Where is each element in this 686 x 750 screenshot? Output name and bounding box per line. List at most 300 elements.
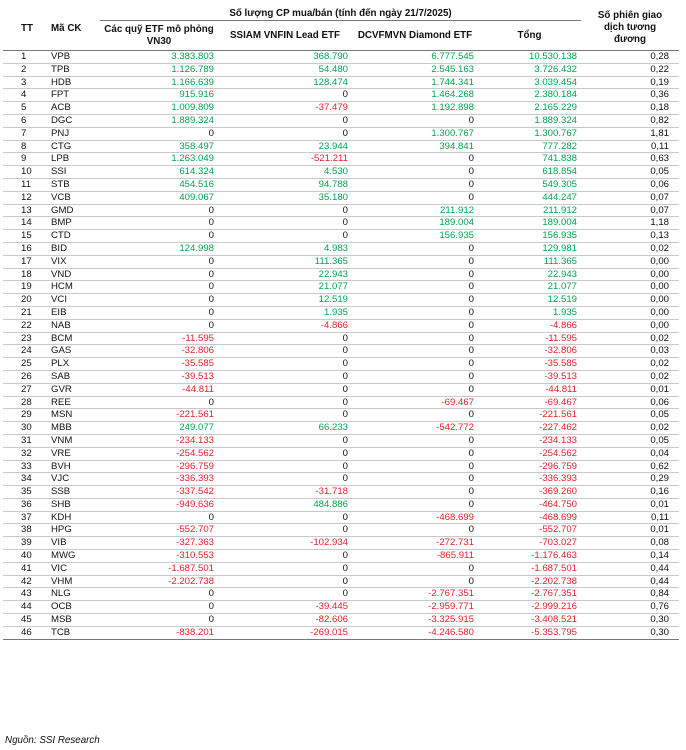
- cell-ssiam: 0: [218, 396, 352, 409]
- cell-dcvfm: -3.325.915: [352, 614, 478, 627]
- cell-tt: 46: [3, 626, 45, 639]
- cell-phien: 0,22: [581, 63, 679, 76]
- cell-etf-vn30: -552.707: [100, 524, 218, 537]
- cell-tt: 25: [3, 358, 45, 371]
- table-row: [3, 114, 679, 127]
- cell-dcvfm: 0: [352, 306, 478, 319]
- table-row: [3, 306, 679, 319]
- cell-etf-vn30: -254.562: [100, 447, 218, 460]
- table-row: [3, 486, 679, 499]
- cell-tong: -296.759: [478, 460, 581, 473]
- cell-dcvfm: 0: [352, 358, 478, 371]
- cell-etf-vn30: -44.811: [100, 383, 218, 396]
- cell-phien: 0,05: [581, 166, 679, 179]
- cell-ssiam: 1.935: [218, 306, 352, 319]
- cell-tong: 22.943: [478, 268, 581, 281]
- table-row: [3, 102, 679, 115]
- cell-tt: 31: [3, 434, 45, 447]
- cell-dcvfm: 0: [352, 345, 478, 358]
- cell-tong: 2.165.229: [478, 102, 581, 115]
- table-row: [3, 537, 679, 550]
- cell-phien: 1,18: [581, 217, 679, 230]
- cell-dcvfm: 0: [352, 460, 478, 473]
- cell-tt: 35: [3, 486, 45, 499]
- cell-phien: 0,44: [581, 575, 679, 588]
- cell-etf-vn30: -336.393: [100, 473, 218, 486]
- cell-ssiam: 0: [218, 204, 352, 217]
- cell-ma-ck: BCM: [45, 332, 100, 345]
- cell-ssiam: 0: [218, 217, 352, 230]
- cell-etf-vn30: 0: [100, 217, 218, 230]
- cell-ma-ck: MSN: [45, 409, 100, 422]
- cell-etf-vn30: 0: [100, 306, 218, 319]
- cell-dcvfm: 0: [352, 319, 478, 332]
- cell-ma-ck: BVH: [45, 460, 100, 473]
- cell-phien: 0,07: [581, 191, 679, 204]
- table-row: [3, 370, 679, 383]
- cell-tong: 156.935: [478, 230, 581, 243]
- cell-ssiam: -521.211: [218, 153, 352, 166]
- cell-tt: 16: [3, 242, 45, 255]
- cell-phien: 0,00: [581, 319, 679, 332]
- cell-etf-vn30: 409.067: [100, 191, 218, 204]
- table-row: [3, 434, 679, 447]
- cell-tong: -703.027: [478, 537, 581, 550]
- cell-dcvfm: 189.004: [352, 217, 478, 230]
- cell-etf-vn30: -310.553: [100, 550, 218, 563]
- cell-phien: 0,05: [581, 409, 679, 422]
- table-row: [3, 396, 679, 409]
- cell-ssiam: 0: [218, 89, 352, 102]
- cell-ma-ck: KDH: [45, 511, 100, 524]
- cell-ssiam: 111.365: [218, 255, 352, 268]
- cell-dcvfm: 0: [352, 114, 478, 127]
- table-row: [3, 51, 679, 64]
- header-tong: Tổng: [517, 29, 542, 41]
- cell-ssiam: 368.790: [218, 51, 352, 64]
- cell-tt: 11: [3, 178, 45, 191]
- cell-phien: 0,84: [581, 588, 679, 601]
- cell-phien: 0,28: [581, 51, 679, 64]
- cell-tt: 23: [3, 332, 45, 345]
- cell-tong: -464.750: [478, 498, 581, 511]
- cell-etf-vn30: -221.561: [100, 409, 218, 422]
- table-row: [3, 319, 679, 332]
- cell-ssiam: 0: [218, 358, 352, 371]
- cell-ma-ck: VPB: [45, 51, 100, 64]
- table-row: [3, 575, 679, 588]
- cell-tong: -254.562: [478, 447, 581, 460]
- cell-etf-vn30: -234.133: [100, 434, 218, 447]
- cell-etf-vn30: 0: [100, 396, 218, 409]
- table-row: [3, 524, 679, 537]
- cell-tong: 10.530.138: [478, 51, 581, 64]
- table-row: [3, 447, 679, 460]
- table-row: [3, 511, 679, 524]
- cell-ssiam: 66.233: [218, 422, 352, 435]
- table-row: [3, 460, 679, 473]
- header-ma-ck: Mã CK: [51, 22, 82, 34]
- cell-phien: 0,06: [581, 396, 679, 409]
- cell-ssiam: 0: [218, 588, 352, 601]
- table-row: [3, 217, 679, 230]
- cell-ma-ck: MSB: [45, 614, 100, 627]
- cell-ma-ck: OCB: [45, 601, 100, 614]
- cell-ssiam: 0: [218, 550, 352, 563]
- cell-ma-ck: GVR: [45, 383, 100, 396]
- header-phien: Số phiên giao dịch tương đương: [597, 10, 663, 45]
- cell-etf-vn30: -32.806: [100, 345, 218, 358]
- cell-ssiam: 484.886: [218, 498, 352, 511]
- cell-phien: 0,30: [581, 614, 679, 627]
- cell-ma-ck: SSB: [45, 486, 100, 499]
- cell-dcvfm: 211.912: [352, 204, 478, 217]
- cell-phien: 0,14: [581, 550, 679, 563]
- cell-tong: 444.247: [478, 191, 581, 204]
- cell-tt: 33: [3, 460, 45, 473]
- cell-ma-ck: VIX: [45, 255, 100, 268]
- cell-dcvfm: 0: [352, 434, 478, 447]
- cell-ma-ck: SAB: [45, 370, 100, 383]
- cell-dcvfm: -468.699: [352, 511, 478, 524]
- cell-dcvfm: 156.935: [352, 230, 478, 243]
- cell-ma-ck: GMD: [45, 204, 100, 217]
- table-row: [3, 76, 679, 89]
- cell-ma-ck: VND: [45, 268, 100, 281]
- cell-ssiam: -31.718: [218, 486, 352, 499]
- cell-tt: 2: [3, 63, 45, 76]
- cell-dcvfm: -2.767.351: [352, 588, 478, 601]
- cell-dcvfm: 0: [352, 447, 478, 460]
- cell-tt: 21: [3, 306, 45, 319]
- cell-ssiam: -82.606: [218, 614, 352, 627]
- cell-ssiam: 0: [218, 447, 352, 460]
- cell-tt: 36: [3, 498, 45, 511]
- header-tt: TT: [21, 22, 33, 34]
- cell-dcvfm: 394.841: [352, 140, 478, 153]
- cell-tong: -234.133: [478, 434, 581, 447]
- cell-ssiam: 0: [218, 114, 352, 127]
- cell-ssiam: 94.788: [218, 178, 352, 191]
- table-row: [3, 63, 679, 76]
- cell-tong: -369.260: [478, 486, 581, 499]
- cell-ssiam: 0: [218, 460, 352, 473]
- cell-etf-vn30: 0: [100, 601, 218, 614]
- table-row: [3, 294, 679, 307]
- table-row: [3, 153, 679, 166]
- cell-ma-ck: HCM: [45, 281, 100, 294]
- cell-ssiam: -269.015: [218, 626, 352, 639]
- cell-ssiam: 22.943: [218, 268, 352, 281]
- cell-dcvfm: 0: [352, 178, 478, 191]
- cell-dcvfm: 0: [352, 370, 478, 383]
- table-row: [3, 281, 679, 294]
- cell-ma-ck: EIB: [45, 306, 100, 319]
- cell-phien: 0,08: [581, 537, 679, 550]
- cell-phien: 0,06: [581, 178, 679, 191]
- cell-dcvfm: 0: [352, 473, 478, 486]
- cell-phien: 0,05: [581, 434, 679, 447]
- cell-ma-ck: VRE: [45, 447, 100, 460]
- cell-ssiam: 0: [218, 511, 352, 524]
- cell-dcvfm: 0: [352, 486, 478, 499]
- cell-ssiam: 0: [218, 473, 352, 486]
- cell-tong: 618.854: [478, 166, 581, 179]
- cell-ma-ck: STB: [45, 178, 100, 191]
- cell-etf-vn30: -1.687.501: [100, 562, 218, 575]
- cell-ma-ck: SSI: [45, 166, 100, 179]
- cell-phien: 0,19: [581, 76, 679, 89]
- cell-phien: 0,01: [581, 383, 679, 396]
- table-row: [3, 550, 679, 563]
- cell-dcvfm: 0: [352, 255, 478, 268]
- cell-phien: 0,00: [581, 306, 679, 319]
- cell-tong: -5.353.795: [478, 626, 581, 639]
- cell-etf-vn30: -39.513: [100, 370, 218, 383]
- cell-ssiam: -37.479: [218, 102, 352, 115]
- cell-dcvfm: -542.772: [352, 422, 478, 435]
- cell-tt: 26: [3, 370, 45, 383]
- cell-tt: 19: [3, 281, 45, 294]
- cell-phien: 0,00: [581, 255, 679, 268]
- cell-dcvfm: 0: [352, 242, 478, 255]
- cell-etf-vn30: 3.383.803: [100, 51, 218, 64]
- cell-tong: -468.699: [478, 511, 581, 524]
- cell-tt: 20: [3, 294, 45, 307]
- table-row: [3, 242, 679, 255]
- cell-dcvfm: -865.911: [352, 550, 478, 563]
- table-row: [3, 230, 679, 243]
- cell-ma-ck: LPB: [45, 153, 100, 166]
- cell-ssiam: 0: [218, 575, 352, 588]
- cell-ssiam: 0: [218, 434, 352, 447]
- header-etf-vn30: Các quỹ ETF mô phỏng VN30: [104, 23, 214, 47]
- cell-tong: -39.513: [478, 370, 581, 383]
- cell-dcvfm: 1.192.898: [352, 102, 478, 115]
- cell-tt: 15: [3, 230, 45, 243]
- cell-ssiam: -39.445: [218, 601, 352, 614]
- header-dcvfm: DCVFMVN Diamond ETF: [357, 29, 473, 41]
- cell-phien: 0,13: [581, 230, 679, 243]
- cell-etf-vn30: 614.324: [100, 166, 218, 179]
- cell-etf-vn30: -838.201: [100, 626, 218, 639]
- cell-tt: 44: [3, 601, 45, 614]
- table-row: [3, 178, 679, 191]
- cell-dcvfm: 1.464.268: [352, 89, 478, 102]
- cell-dcvfm: 6.777.545: [352, 51, 478, 64]
- cell-ssiam: 0: [218, 562, 352, 575]
- cell-dcvfm: 0: [352, 409, 478, 422]
- cell-phien: 0,00: [581, 281, 679, 294]
- cell-tong: -336.393: [478, 473, 581, 486]
- cell-ma-ck: NAB: [45, 319, 100, 332]
- cell-phien: 0,04: [581, 447, 679, 460]
- cell-tt: 4: [3, 89, 45, 102]
- cell-ma-ck: CTD: [45, 230, 100, 243]
- cell-ma-ck: ACB: [45, 102, 100, 115]
- cell-ma-ck: TPB: [45, 63, 100, 76]
- cell-etf-vn30: -35.585: [100, 358, 218, 371]
- cell-dcvfm: 0: [352, 383, 478, 396]
- table-row: [3, 588, 679, 601]
- cell-ssiam: 0: [218, 370, 352, 383]
- cell-ma-ck: VHM: [45, 575, 100, 588]
- cell-dcvfm: 0: [352, 294, 478, 307]
- cell-tong: 1.300.767: [478, 127, 581, 140]
- cell-tt: 30: [3, 422, 45, 435]
- table-row: [3, 191, 679, 204]
- cell-etf-vn30: -2.202.738: [100, 575, 218, 588]
- cell-ma-ck: VIC: [45, 562, 100, 575]
- cell-etf-vn30: 358.497: [100, 140, 218, 153]
- cell-tong: -227.462: [478, 422, 581, 435]
- cell-phien: 0,00: [581, 268, 679, 281]
- cell-tt: 22: [3, 319, 45, 332]
- header-group-title: Số lượng CP mua/bán (tính đến ngày 21/7/2025): [100, 6, 581, 21]
- cell-etf-vn30: -11.595: [100, 332, 218, 345]
- cell-ma-ck: NLG: [45, 588, 100, 601]
- cell-dcvfm: 1.744.341: [352, 76, 478, 89]
- cell-tong: -552.707: [478, 524, 581, 537]
- cell-tt: 40: [3, 550, 45, 563]
- cell-tong: -35.585: [478, 358, 581, 371]
- cell-phien: 0,02: [581, 422, 679, 435]
- cell-ssiam: -102.934: [218, 537, 352, 550]
- cell-ma-ck: SHB: [45, 498, 100, 511]
- cell-phien: 1,81: [581, 127, 679, 140]
- cell-etf-vn30: 0: [100, 588, 218, 601]
- cell-tt: 6: [3, 114, 45, 127]
- cell-tong: 111.365: [478, 255, 581, 268]
- table-row: [3, 332, 679, 345]
- cell-etf-vn30: 1.126.789: [100, 63, 218, 76]
- cell-tt: 1: [3, 51, 45, 64]
- cell-ma-ck: PNJ: [45, 127, 100, 140]
- cell-dcvfm: 0: [352, 575, 478, 588]
- cell-ma-ck: VNM: [45, 434, 100, 447]
- cell-etf-vn30: 0: [100, 281, 218, 294]
- cell-tt: 10: [3, 166, 45, 179]
- cell-tong: -2.767.351: [478, 588, 581, 601]
- cell-phien: 0,76: [581, 601, 679, 614]
- cell-tt: 7: [3, 127, 45, 140]
- cell-etf-vn30: -337.542: [100, 486, 218, 499]
- cell-etf-vn30: 0: [100, 319, 218, 332]
- cell-phien: 0,02: [581, 358, 679, 371]
- cell-phien: 0,63: [581, 153, 679, 166]
- cell-phien: 0,03: [581, 345, 679, 358]
- cell-tt: 12: [3, 191, 45, 204]
- cell-etf-vn30: 124.998: [100, 242, 218, 255]
- cell-ssiam: 23.944: [218, 140, 352, 153]
- cell-phien: 0,44: [581, 562, 679, 575]
- table-row: [3, 422, 679, 435]
- cell-tt: 3: [3, 76, 45, 89]
- cell-tong: -2.999.216: [478, 601, 581, 614]
- table-row: [3, 268, 679, 281]
- cell-ssiam: 4.530: [218, 166, 352, 179]
- table-row: [3, 204, 679, 217]
- cell-ssiam: 128.474: [218, 76, 352, 89]
- cell-ma-ck: VIB: [45, 537, 100, 550]
- cell-phien: 0,11: [581, 511, 679, 524]
- header-ssiam: SSIAM VNFIN Lead ETF: [230, 29, 340, 41]
- cell-tong: 2.380.184: [478, 89, 581, 102]
- cell-ma-ck: GAS: [45, 345, 100, 358]
- cell-tt: 5: [3, 102, 45, 115]
- cell-tong: 3.726.432: [478, 63, 581, 76]
- cell-tt: 27: [3, 383, 45, 396]
- cell-tt: 28: [3, 396, 45, 409]
- cell-dcvfm: 0: [352, 524, 478, 537]
- cell-dcvfm: 0: [352, 191, 478, 204]
- cell-dcvfm: -272.731: [352, 537, 478, 550]
- table-row: [3, 140, 679, 153]
- cell-etf-vn30: 1.889.324: [100, 114, 218, 127]
- cell-ssiam: 0: [218, 409, 352, 422]
- cell-dcvfm: 1.300.767: [352, 127, 478, 140]
- cell-tt: 32: [3, 447, 45, 460]
- cell-etf-vn30: -949.636: [100, 498, 218, 511]
- cell-tong: -3.408.521: [478, 614, 581, 627]
- cell-tong: -221.561: [478, 409, 581, 422]
- table-row: [3, 562, 679, 575]
- cell-dcvfm: 0: [352, 268, 478, 281]
- cell-tt: 43: [3, 588, 45, 601]
- cell-etf-vn30: 0: [100, 294, 218, 307]
- cell-etf-vn30: -296.759: [100, 460, 218, 473]
- cell-tong: 777.282: [478, 140, 581, 153]
- cell-tong: -44.811: [478, 383, 581, 396]
- cell-ssiam: -4.866: [218, 319, 352, 332]
- table-row: [3, 626, 679, 639]
- cell-ma-ck: TCB: [45, 626, 100, 639]
- cell-tong: 741.838: [478, 153, 581, 166]
- cell-tong: -1.176.463: [478, 550, 581, 563]
- cell-tong: -1.687.501: [478, 562, 581, 575]
- cell-tong: 21.077: [478, 281, 581, 294]
- cell-tt: 24: [3, 345, 45, 358]
- table-row: [3, 473, 679, 486]
- cell-ssiam: 0: [218, 332, 352, 345]
- cell-tt: 18: [3, 268, 45, 281]
- cell-phien: 0,30: [581, 626, 679, 639]
- table-row: [3, 166, 679, 179]
- cell-tong: 549.305: [478, 178, 581, 191]
- table-row: [3, 614, 679, 627]
- source-note: Nguồn: SSI Research: [5, 735, 100, 746]
- cell-phien: 0,16: [581, 486, 679, 499]
- cell-tong: 12.519: [478, 294, 581, 307]
- cell-etf-vn30: 454.516: [100, 178, 218, 191]
- cell-tt: 9: [3, 153, 45, 166]
- cell-tong: -4.866: [478, 319, 581, 332]
- table-row: [3, 601, 679, 614]
- table-row: [3, 255, 679, 268]
- cell-phien: 0,18: [581, 102, 679, 115]
- cell-ma-ck: HDB: [45, 76, 100, 89]
- table-row: [3, 358, 679, 371]
- cell-phien: 0,29: [581, 473, 679, 486]
- cell-phien: 0,82: [581, 114, 679, 127]
- cell-phien: 0,02: [581, 242, 679, 255]
- cell-etf-vn30: -327.363: [100, 537, 218, 550]
- cell-phien: 0,07: [581, 204, 679, 217]
- cell-phien: 0,00: [581, 294, 679, 307]
- cell-dcvfm: 0: [352, 166, 478, 179]
- cell-etf-vn30: 915.916: [100, 89, 218, 102]
- cell-ma-ck: REE: [45, 396, 100, 409]
